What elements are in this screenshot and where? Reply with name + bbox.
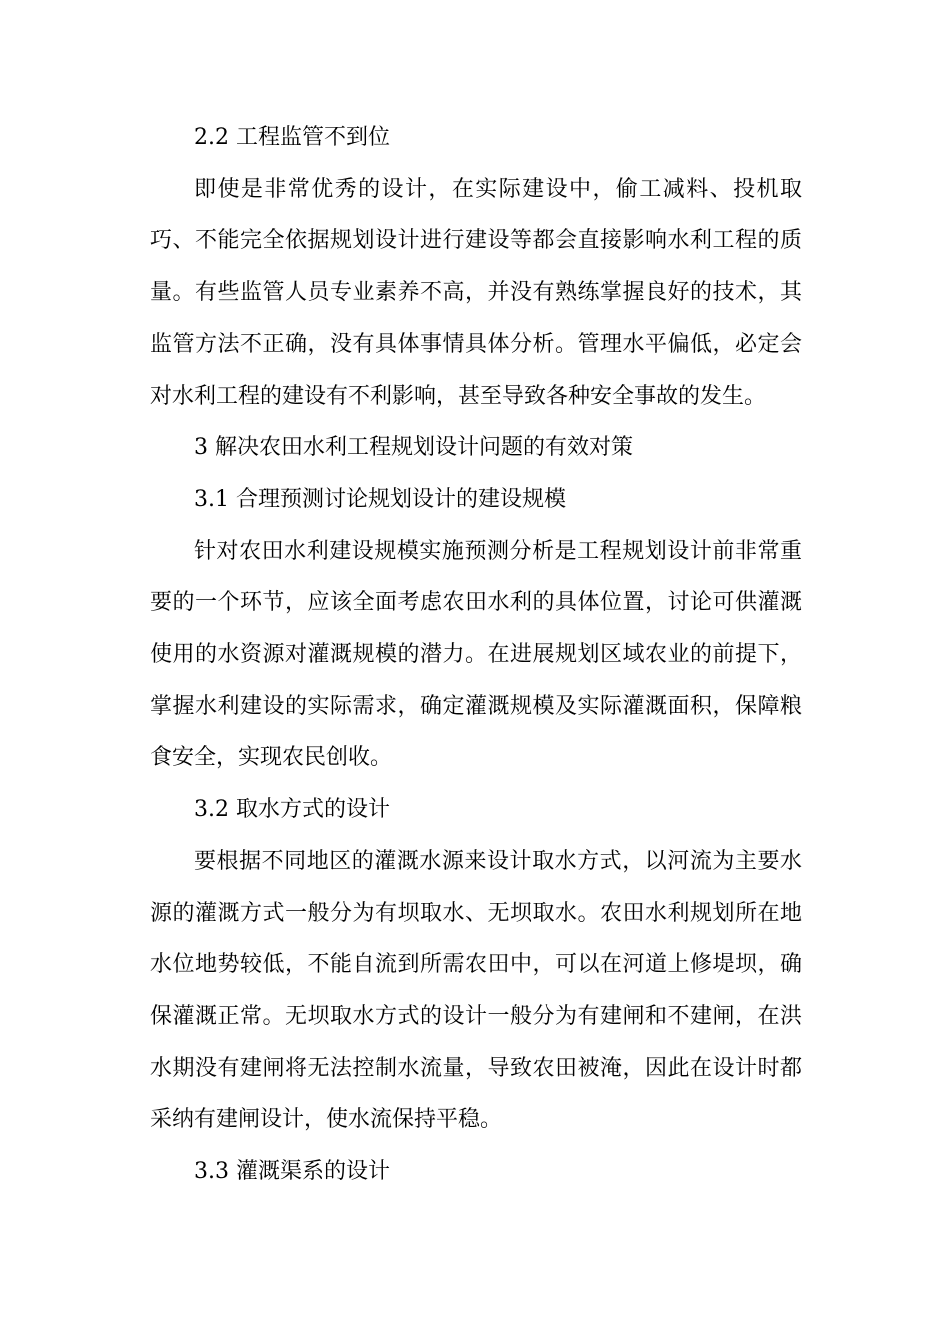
- section-heading-3-2: 3.2 取水方式的设计: [194, 797, 390, 823]
- section-heading-3-1: 3.1 合理预测讨论规划设计的建设规模: [194, 486, 566, 512]
- document-body: [150, 112, 802, 1198]
- section-heading-2-2: 2.2 工程监管不到位: [194, 125, 390, 150]
- paragraph-supervision: 即使是非常优秀的设计，在实际建设中，偷工减料、投机取巧、不能完全依据规划设计进行建设等都会直接影响水利工程的质量。有些监管人员专业素养不高，并没有熟练掌握良好的技术，其监管方法不正确，没有具体事情具体分析。管理水平偏低，必定会对水利工程的建设有不利影响，甚至导致各种安全事故的发生。: [150, 176, 802, 409]
- section-heading-3: 3 解决农田水利工程规划设计问题的有效对策: [194, 435, 633, 461]
- paragraph-water-intake: 要根据不同地区的灌溉水源来设计取水方式，以河流为主要水源的灌溉方式一般分为有坝取水、无坝取水。农田水利规划所在地水位地势较低，不能自流到所需农田中，可以在河道上修堤坝，确保灌溉正常。无坝取水方式的设计一般分为有建闸和不建闸，在洪水期没有建闸将无法控制水流量，导致农田被淹，因此在设计时都采纳有建闸设计，使水流保持平稳。: [150, 848, 802, 1133]
- section-heading-3-3: 3.3 灌溉渠系的设计: [194, 1159, 390, 1185]
- paragraph-scale-prediction: 针对农田水利建设规模实施预测分析是工程规划设计前非常重要的一个环节，应该全面考虑农田水利的具体位置，讨论可供灌溉使用的水资源对灌溉规模的潜力。在进展规划区域农业的前提下，掌握水利建设的实际需求，确定灌溉规模及实际灌溉面积，保障粮食安全，实现农民创收。: [150, 538, 802, 771]
